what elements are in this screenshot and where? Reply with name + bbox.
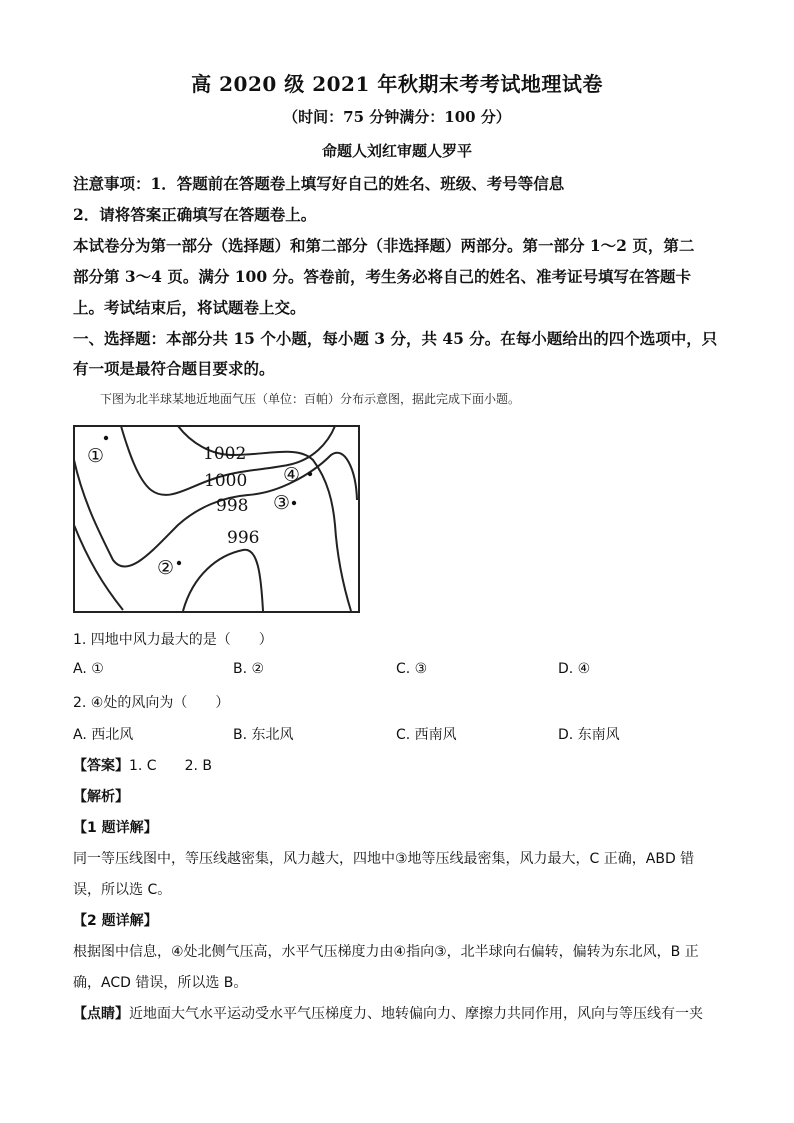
section-heading-1: 一、选择题：本部分共 15 个小题，每小题 3 分，共 45 分。在每小题给出的四个选项中，只 [73, 329, 718, 348]
point-dot-2 [177, 561, 181, 565]
isobar-label-1002: 1002 [203, 444, 247, 464]
point-label-3: ③ [273, 492, 291, 514]
note-text: 近地面大气水平运动受水平气压梯度力、地转偏向力、摩擦力共同作用，风向与等压线有一夹 [129, 1006, 703, 1022]
isobar-label-1000: 1000 [204, 471, 248, 491]
question-1-option-b: B. ② [233, 661, 265, 677]
question-1-option-c: C. ③ [396, 661, 428, 677]
figure-intro: 下图为北半球某地近地面气压（单位：百帕）分布示意图，据此完成下面小题。 [100, 392, 521, 406]
point-label-4: ④ [283, 464, 301, 486]
detail-1-label: 【1 题详解】 [73, 820, 158, 836]
question-1-stem: 1. 四地中风力最大的是（ ） [73, 632, 273, 648]
detail-2-line-2: 确，ACD 错误，所以选 B。 [73, 975, 248, 991]
question-2-option-c: C. 西南风 [396, 727, 457, 743]
point-dot-1 [104, 436, 108, 440]
question-2-option-a: A. 西北风 [73, 727, 134, 743]
detail-2-label: 【2 题详解】 [73, 913, 158, 929]
note-line [73, 1003, 703, 1023]
question-2-stem: 2. ④处的风向为（ ） [73, 695, 230, 711]
answer-line [73, 755, 212, 775]
section-heading-2: 有一项是最符合题目要求的。 [73, 359, 275, 378]
notice-line-3: 本试卷分为第一部分（选择题）和第二部分（非选择题）两部分。第一部分 1～2 页，第二 [73, 236, 695, 255]
analysis-label: 【解析】 [73, 789, 129, 805]
notice-line-1: 注意事项：1．答题前在答题卷上填写好自己的姓名、班级、考号等信息 [73, 174, 565, 193]
notice-line-5: 上。考试结束后，将试题卷上交。 [73, 298, 306, 317]
point-label-2: ② [157, 557, 175, 579]
detail-2-line-1: 根据图中信息，④处北侧气压高，水平气压梯度力由④指向③，北半球向右偏转，偏转为东北风，B 正 [73, 944, 699, 960]
isobar-label-998: 998 [216, 496, 249, 516]
isobar-map [73, 425, 360, 613]
note-label: 【点睛】 [73, 1006, 129, 1022]
question-2-option-b: B. 东北风 [233, 727, 294, 743]
exam-authors: 命题人刘红审题人罗平 [321, 142, 472, 160]
question-1-option-d: D. ④ [558, 661, 591, 677]
question-2-option-d: D. 东南风 [558, 727, 620, 743]
notice-line-4: 部分第 3～4 页。满分 100 分。答卷前，考生务必将自己的姓名、准考证号填写在答题卡 [73, 267, 692, 286]
answer-text: 1. C 2. B [129, 758, 212, 774]
answer-label: 【答案】 [73, 758, 129, 774]
question-1-option-a: A. ① [73, 661, 104, 677]
point-label-1: ① [87, 445, 105, 467]
detail-1-line-2: 误，所以选 C。 [73, 882, 172, 898]
point-dot-4 [308, 472, 312, 476]
detail-1-line-1: 同一等压线图中，等压线越密集，风力越大，四地中③地等压线最密集，风力最大，C 正确，ABD 错 [73, 851, 695, 867]
point-dot-3 [292, 501, 296, 505]
notice-line-2: 2．请将答案正确填写在答题卷上。 [73, 205, 317, 224]
exam-time: （时间：75 分钟满分：100 分） [283, 108, 511, 126]
page-title: 高 2020 级 2021 年秋期末考考试地理试卷 [191, 72, 603, 96]
isobar-label-996: 996 [227, 528, 260, 548]
